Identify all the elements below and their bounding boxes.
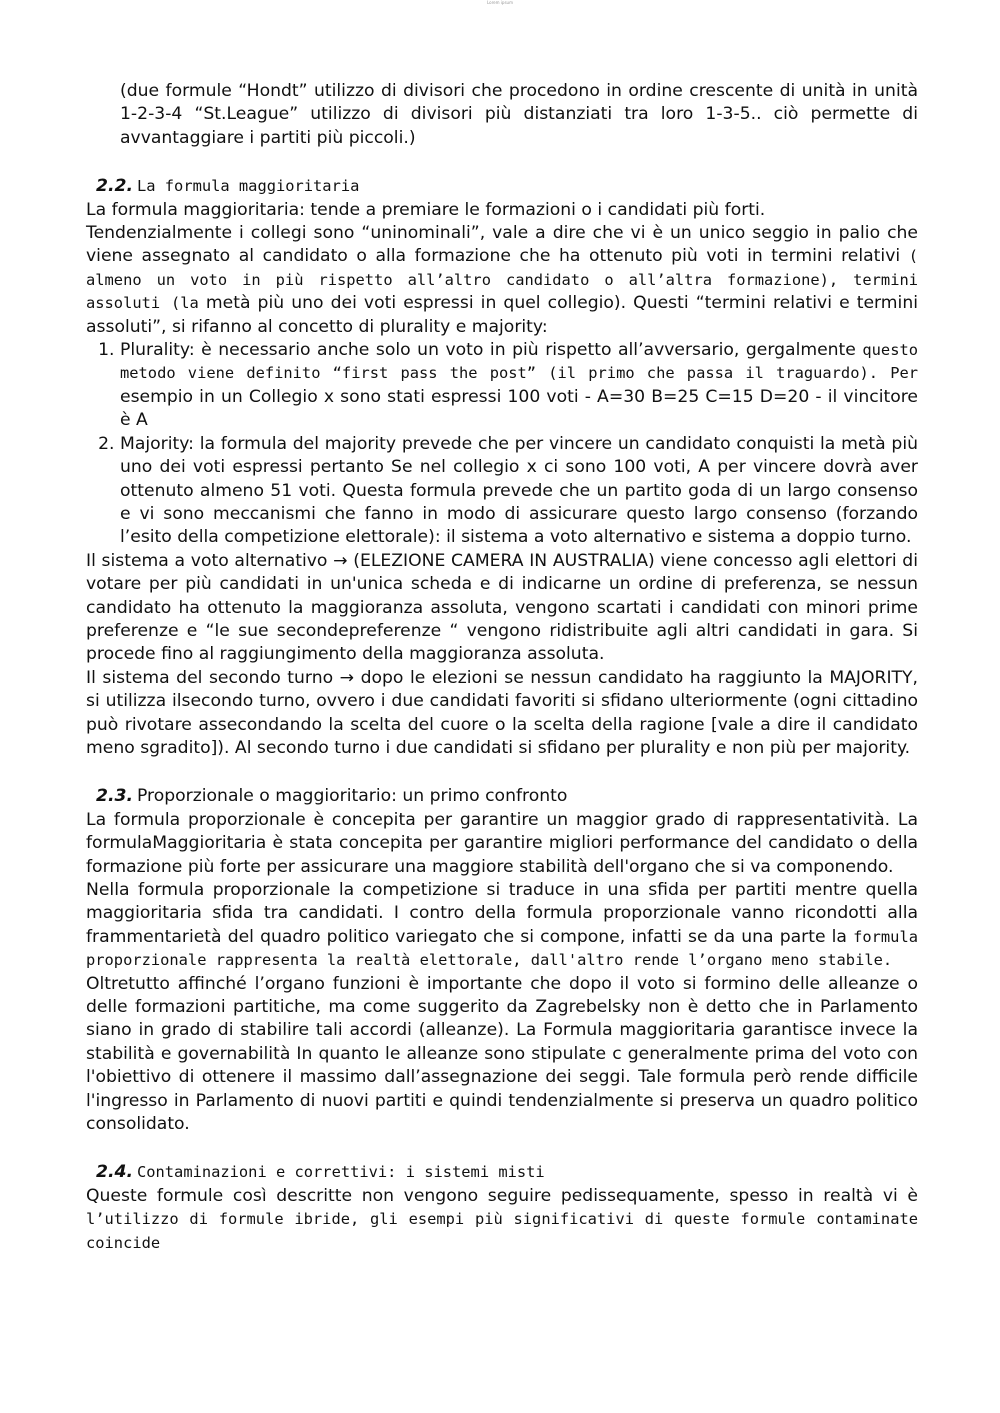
- section-title: Contaminazioni e correttivi: i sistemi misti: [136, 1163, 545, 1182]
- list-item-text: Plurality: è necessario anche solo un voto in più rispetto all’avversario, gergalmente: [120, 340, 856, 361]
- paragraph-text: ( almeno un voto in più rispetto all’altro candidato o all’altra formazione), termini assoluti (la: [86, 247, 918, 313]
- intro-paragraph: (due formule “Hondt” utilizzo di divisori che procedono in ordine crescente di unità in unità 1-2-3-4 “St.League” utilizzo di divisori più distanziati tra loro 1-3-5.. ciò permette di avvantaggiare i partiti più piccoli.): [120, 81, 918, 148]
- list-item-text: Majority: la formula del majority prevede che per vincere un candidato conquisti la metà più uno dei voti espressi pertanto Se nel collegio x ci sono 100 voti, A per vincere dovrà aver ottenuto almeno 51 voti. Questa formula prevede che un partito goda di un largo consenso e vi sono meccanismi che fanno in modo di assicurare questo largo consenso (forzando l’esito della competizione elettorale): il sistema a voto alternativo e sistema a doppio turno.: [120, 433, 918, 548]
- section-number: 2.3.: [96, 786, 133, 807]
- paragraph: [86, 222, 918, 339]
- paragraph: La formula proporzionale è concepita per garantire un maggior grado di rappresentatività. La formulaMaggioritaria è stata concepita per garantire migliori performance del candidato o della formazione più forte per assicurare una maggiore stabilità dell'organo che si va componendo.: [86, 809, 918, 877]
- section-heading-2-3: [96, 785, 918, 808]
- numbered-list: [86, 339, 918, 550]
- list-item-text: questo metodo viene definito “first pass the post” (il primo che passa il traguardo). Per: [120, 341, 918, 383]
- paragraph: La formula maggioritaria: tende a premiare le formazioni o i candidati più forti.: [86, 199, 766, 220]
- section-title: La formula maggioritaria: [136, 177, 360, 196]
- paragraph-text: Tendenzialmente i collegi sono “uninominali”, vale a dire che vi è un unico seggio in palio che viene assegnato al candidato o alla formazione che ha ottenuto più voti in termini relativi: [86, 223, 918, 267]
- paragraph-text: formula proporzionale rappresenta la realtà elettorale, dall'altro rende l’organo meno stabile.: [86, 927, 918, 970]
- list-item-text: esempio in un Collegio x sono stati espressi 100 voti - A=30 B=25 C=15 D=20 - il vincitore è A: [120, 386, 918, 431]
- paragraph: [86, 1185, 918, 1255]
- paragraph-text: metà più uno dei voti espressi in quel collegio). Questi “termini relativi e termini assoluti”, si rifanno al concetto di plurality e majority:: [86, 293, 918, 337]
- paragraph-text: l’utilizzo di formule ibride, gli esempi più significativi di queste formule contaminate coincide: [86, 1210, 918, 1252]
- section-number: 2.2.: [96, 176, 133, 197]
- section-number: 2.4.: [96, 1162, 133, 1183]
- paragraph-text: Queste formule così descritte non vengono seguire pedissequamente, spesso in realtà vi è: [86, 1185, 918, 1206]
- document-body: [86, 80, 918, 1255]
- paragraph: [86, 879, 918, 973]
- section-heading-2-2: [96, 175, 918, 198]
- paragraph: Il sistema a voto alternativo → (ELEZIONE CAMERA IN AUSTRALIA) viene concesso agli elettori di votare per più candidati in un'unica scheda e di indicarne un ordine di preferenza, se nessun candidato ha ottenuto la maggioranza assoluta, vengono scartati i candidati con minori prime preferenze e “le sue secondepreferenze “ vengono ridistribuite agli altri candidati in gara. Si procede fino al raggiungimento della maggioranza assoluta.: [86, 550, 918, 665]
- list-item: [120, 339, 918, 433]
- paragraph-text: Nella formula proporzionale la competizione si traduce in una sfida per partiti mentre quella maggioritaria sfida tra candidati. I contro della formula proporzionale vanno ricondotti alla frammentarietà del quadro politico variegato che si compone, infatti se da una parte la: [86, 880, 918, 947]
- list-item: [120, 433, 918, 550]
- paragraph: Oltretutto affinché l’organo funzioni è importante che dopo il voto si formino delle alleanze o delle formazioni partitiche, ma come suggerito da Zagrebelsky non è detto che in Parlamento siano in grado di stabilire tali accordi (alleanze). La Formula maggioritaria garantisce invece la stabilità e governabilità In quanto le alleanze sono stipulate c generalmente prima del voto con l'obiettivo di ottenere il massimo dall’assegnazione dei seggi. Tale formula però rende difficile l'ingresso in Parlamento di nuovi partiti e quindi tendenzialmente si preserva un quadro politico consolidato.: [86, 973, 918, 1135]
- paragraph: Il sistema del secondo turno → dopo le elezioni se nessun candidato ha raggiunto la MAJORITY, si utilizza ilsecondo turno, ovvero i due candidati favoriti si sfidano ulteriormente (ogni cittadino può rivotare assecondando la scelta del cuore o la scelta della ragione [vale a dire il candidato meno sgradito]). Al secondo turno i due candidati si sfidano per plurality e non più per majority.: [86, 667, 918, 758]
- section-title: Proporzionale o maggioritario: un primo confronto: [136, 786, 568, 807]
- page-header: Lorem ipsum: [487, 0, 513, 5]
- section-heading-2-4: [96, 1161, 918, 1184]
